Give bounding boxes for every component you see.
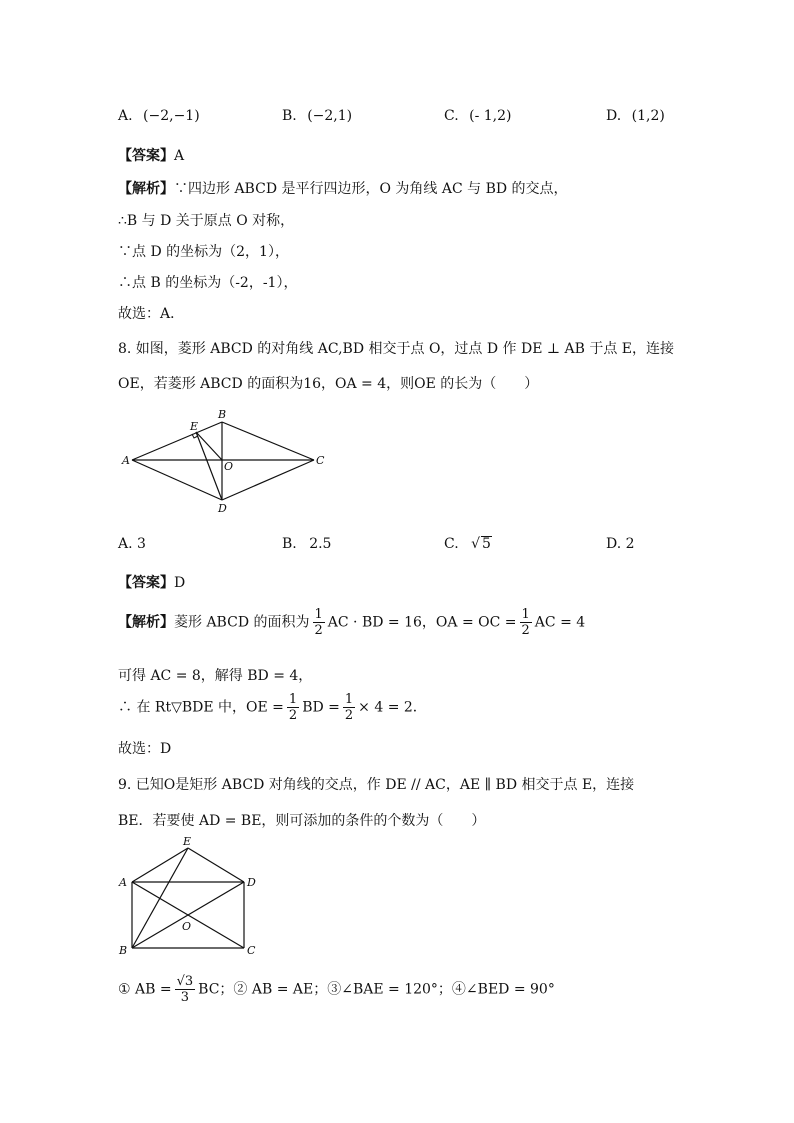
q8-option-a: A. 3 xyxy=(118,536,146,552)
q8-option-d: D. 2 xyxy=(606,536,635,552)
q8-stem-line-2: OE，若菱形 ABCD 的面积为16，OA = 4，则OE 的长为（ ） xyxy=(118,376,539,392)
q8-label-e: E xyxy=(190,420,199,433)
q8-side-cd xyxy=(222,460,314,500)
q7-analysis-line-1: 【解析】∵四边形 ABCD 是平行四边形，O 为角线 AC 与 BD 的交点， xyxy=(118,181,568,197)
q9-segment-de xyxy=(188,848,244,882)
q8-side-ab xyxy=(132,422,222,460)
q8-segment-oe xyxy=(196,432,222,460)
q8-analysis-line-2: 可得 AC = 8，解得 BD = 4， xyxy=(118,668,313,684)
q8-label-a: A xyxy=(122,454,130,467)
q7-analysis-line-3: ∵点 D 的坐标为（2，1）， xyxy=(118,244,289,260)
q8-option-c: C. √ 5 xyxy=(444,536,491,552)
q9-segment-be xyxy=(132,848,188,948)
q9-label-d: D xyxy=(247,876,256,889)
q7-option-a: A. (−2,−1) xyxy=(118,108,200,124)
q9-rectangle-figure xyxy=(116,832,276,958)
q9-label-e: E xyxy=(183,835,192,848)
q8-option-b: B. 2.5 xyxy=(282,536,332,552)
q7-analysis-line-2: ∴B 与 D 关于原点 O 对称， xyxy=(118,213,295,229)
q9-segment-ae xyxy=(132,848,188,882)
q9-label-c: C xyxy=(247,944,256,957)
q7-option-d: D. (1,2) xyxy=(606,108,665,124)
q8-label-c: C xyxy=(316,454,325,467)
q8-label-b: B xyxy=(218,408,227,421)
q9-label-a: A xyxy=(119,876,127,889)
q8-label-d: D xyxy=(218,502,227,515)
q9-stem-line-1: 9. 已知O是矩形 ABCD 对角线的交点，作 DE // AC，AE ∥ BD 相交于点 E，连接 xyxy=(118,777,635,793)
q7-analysis-line-4: ∴点 B 的坐标为（-2，-1）， xyxy=(118,275,298,291)
q8-analysis-line-1: 【解析】菱形 ABCD 的面积为 $\frac{1}{2}$ AC · BD = 16，OA = OC = $\frac{1}{2}$ AC = 4 xyxy=(118,607,586,638)
q7-option-b: B. (−2,1) xyxy=(282,108,353,124)
q8-label-o: O xyxy=(224,460,234,473)
q9-label-b: B xyxy=(119,944,128,957)
q8-rhombus-figure xyxy=(116,404,336,516)
q7-analysis-line-5: 故选：A． xyxy=(118,306,185,322)
q9-label-o: O xyxy=(182,920,192,933)
q9-conditions: ① AB = $\frac{√3}{3}$ BC；② AB = AE；③∠BAE = 120°；④∠BED = 90° xyxy=(118,974,555,1005)
q7-answer: 【答案】A xyxy=(118,148,185,164)
q9-stem-line-2: BE．若要使 AD = BE，则可添加的条件的个数为（ ） xyxy=(118,813,486,829)
q7-option-c: C. (- 1,2) xyxy=(444,108,512,124)
q8-analysis-line-4: 故选：D xyxy=(118,741,172,757)
q8-analysis-line-3: ∴ 在 Rt▽BDE 中，OE = $\frac{1}{2}$ BD = $\frac{1}{2}$ × 4 = 2． xyxy=(118,692,427,723)
q8-side-bc xyxy=(222,422,314,460)
q8-answer: 【答案】D xyxy=(118,575,186,591)
q8-stem-line-1: 8. 如图，菱形 ABCD 的对角线 AC,BD 相交于点 O，过点 D 作 DE ⊥ AB 于点 E，连接 xyxy=(118,341,675,357)
